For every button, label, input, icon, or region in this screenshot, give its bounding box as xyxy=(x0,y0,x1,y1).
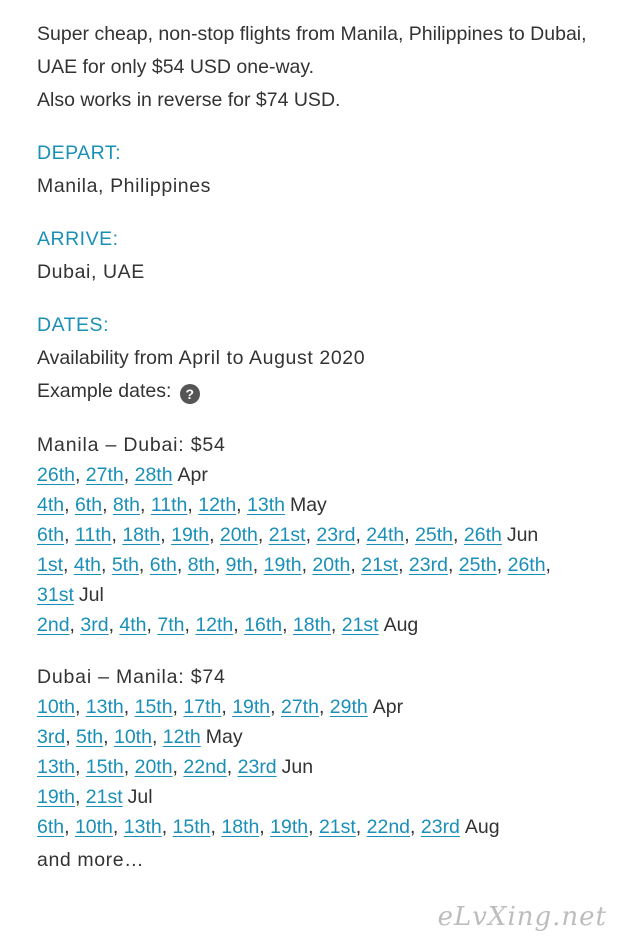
availability-prefix: Availability from xyxy=(37,347,174,369)
arrive-section xyxy=(37,223,597,289)
date-link[interactable]: 19th xyxy=(37,786,75,808)
date-link[interactable]: 4th xyxy=(119,614,147,636)
date-link[interactable]: 29th xyxy=(329,696,368,718)
date-link[interactable]: 2nd xyxy=(37,614,70,636)
date-link[interactable]: 20th xyxy=(312,554,351,576)
date-link[interactable]: 23rd xyxy=(420,816,460,838)
date-link[interactable]: 21st xyxy=(341,614,379,636)
date-link[interactable]: 6th xyxy=(37,816,65,838)
date-link[interactable]: 12th xyxy=(198,494,237,516)
routes-list xyxy=(37,430,597,842)
date-link[interactable]: 20th xyxy=(219,524,258,546)
arrive-title: ARRIVE: xyxy=(37,228,119,250)
month-label: May xyxy=(205,726,243,748)
date-link[interactable]: 25th xyxy=(415,524,454,546)
date-link[interactable]: 23rd xyxy=(316,524,356,546)
date-line: 1st, 4th, 5th, 6th, 8th, 9th, 19th, 20th, 21st, 23rd, 25th, 26th, 31st Jul xyxy=(37,554,551,606)
date-link[interactable]: 5th xyxy=(111,554,139,576)
date-link[interactable]: 3rd xyxy=(37,726,66,748)
date-link[interactable]: 18th xyxy=(292,614,331,636)
month-label: Jun xyxy=(281,756,314,778)
date-link[interactable]: 16th xyxy=(244,614,283,636)
date-link[interactable]: 21st xyxy=(318,816,356,838)
month-label: Jul xyxy=(78,584,104,606)
date-link[interactable]: 19th xyxy=(270,816,309,838)
depart-value: Manila, Philippines xyxy=(37,175,211,197)
date-link[interactable]: 26th xyxy=(37,464,75,486)
question-circle-icon[interactable]: ? xyxy=(180,384,200,404)
arrive-value: Dubai, UAE xyxy=(37,261,145,283)
date-link[interactable]: 26th xyxy=(507,554,546,576)
date-link[interactable]: 13th xyxy=(247,494,285,516)
date-link[interactable]: 27th xyxy=(280,696,319,718)
date-link[interactable]: 6th xyxy=(74,494,103,516)
date-link[interactable]: 11th xyxy=(150,494,188,516)
date-link[interactable]: 28th xyxy=(134,464,173,486)
date-line: 6th, 11th, 18th, 19th, 20th, 21st, 23rd, 24th, 25th, 26th Jun xyxy=(37,524,539,546)
date-link[interactable]: 3rd xyxy=(80,614,109,636)
depart-section xyxy=(37,137,597,203)
route-heading: Manila – Dubai: $54 xyxy=(37,434,226,456)
date-link[interactable]: 11th xyxy=(74,524,112,546)
date-link[interactable]: 6th xyxy=(37,524,65,546)
date-link[interactable]: 9th xyxy=(225,554,253,576)
date-link[interactable]: 12th xyxy=(162,726,201,748)
route-block xyxy=(37,430,597,640)
month-label: Apr xyxy=(372,696,404,718)
date-link[interactable]: 15th xyxy=(172,816,211,838)
date-link[interactable]: 10th xyxy=(37,696,75,718)
date-link[interactable]: 23rd xyxy=(408,554,448,576)
date-link[interactable]: 15th xyxy=(85,756,124,778)
date-link[interactable]: 21st xyxy=(85,786,123,808)
example-dates-line xyxy=(37,375,597,408)
watermark-logo: eLvXing.net xyxy=(437,902,607,932)
month-label: May xyxy=(289,494,327,516)
date-link[interactable]: 20th xyxy=(134,756,173,778)
intro-text xyxy=(37,18,597,117)
date-link[interactable]: 4th xyxy=(73,554,101,576)
intro-line-2: Also works in reverse for $74 USD. xyxy=(37,89,341,111)
deal-content xyxy=(37,18,597,875)
and-more-text: and more… xyxy=(37,849,145,871)
date-link[interactable]: 21st xyxy=(268,524,306,546)
date-link[interactable]: 19th xyxy=(171,524,210,546)
date-link[interactable]: 18th xyxy=(122,524,161,546)
date-line: 3rd, 5th, 10th, 12th May xyxy=(37,726,243,748)
month-label: Apr xyxy=(177,464,208,486)
date-line: 6th, 10th, 13th, 15th, 18th, 19th, 21st, 22nd, 23rd Aug xyxy=(37,816,500,838)
date-link[interactable]: 10th xyxy=(113,726,152,748)
date-line: 26th, 27th, 28th Apr xyxy=(37,464,208,486)
date-link[interactable]: 19th xyxy=(263,554,302,576)
date-link[interactable]: 4th xyxy=(37,494,65,516)
date-link[interactable]: 5th xyxy=(76,726,104,748)
date-link[interactable]: 18th xyxy=(221,816,260,838)
date-link[interactable]: 15th xyxy=(134,696,173,718)
intro-line-1: Super cheap, non-stop flights from Manila, Philippines to Dubai, UAE for only $54 USD one-way. xyxy=(37,23,587,78)
date-link[interactable]: 6th xyxy=(149,554,177,576)
date-link[interactable]: 23rd xyxy=(237,756,277,778)
date-link[interactable]: 21st xyxy=(361,554,399,576)
date-line: 2nd, 3rd, 4th, 7th, 12th, 16th, 18th, 21st Aug xyxy=(37,614,419,636)
date-link[interactable]: 7th xyxy=(157,614,185,636)
date-link[interactable]: 13th xyxy=(85,696,124,718)
date-link[interactable]: 22nd xyxy=(366,816,411,838)
date-line: 10th, 13th, 15th, 17th, 19th, 27th, 29th Apr xyxy=(37,696,404,718)
date-link[interactable]: 27th xyxy=(85,464,124,486)
dates-section xyxy=(37,309,597,408)
example-dates-label: Example dates: xyxy=(37,380,172,402)
date-link[interactable]: 1st xyxy=(37,554,64,576)
route-block xyxy=(37,662,597,842)
date-link[interactable]: 19th xyxy=(232,696,271,718)
date-line: 4th, 6th, 8th, 11th, 12th, 13th May xyxy=(37,494,327,516)
date-link[interactable]: 31st xyxy=(37,584,74,606)
availability-line xyxy=(37,342,597,375)
date-link[interactable]: 12th xyxy=(195,614,234,636)
depart-title: DEPART: xyxy=(37,142,122,164)
date-link[interactable]: 22nd xyxy=(183,756,227,778)
date-line: 13th, 15th, 20th, 22nd, 23rd Jun xyxy=(37,756,314,778)
date-link[interactable]: 24th xyxy=(366,524,405,546)
date-link[interactable]: 26th xyxy=(463,524,502,546)
date-link[interactable]: 25th xyxy=(458,554,497,576)
date-link[interactable]: 13th xyxy=(37,756,75,778)
date-link[interactable]: 10th xyxy=(74,816,113,838)
month-label: Jul xyxy=(127,786,153,808)
date-line: 19th, 21st Jul xyxy=(37,786,153,808)
month-label: Aug xyxy=(464,816,500,838)
route-heading: Dubai – Manila: $74 xyxy=(37,666,226,688)
availability-range: April to August 2020 xyxy=(178,347,366,369)
date-link[interactable]: 17th xyxy=(183,696,222,718)
month-label: Jun xyxy=(506,524,539,546)
dates-title: DATES: xyxy=(37,314,109,336)
date-link[interactable]: 8th xyxy=(112,494,141,516)
date-link[interactable]: 13th xyxy=(123,816,162,838)
date-link[interactable]: 8th xyxy=(187,554,215,576)
month-label: Aug xyxy=(383,614,419,636)
